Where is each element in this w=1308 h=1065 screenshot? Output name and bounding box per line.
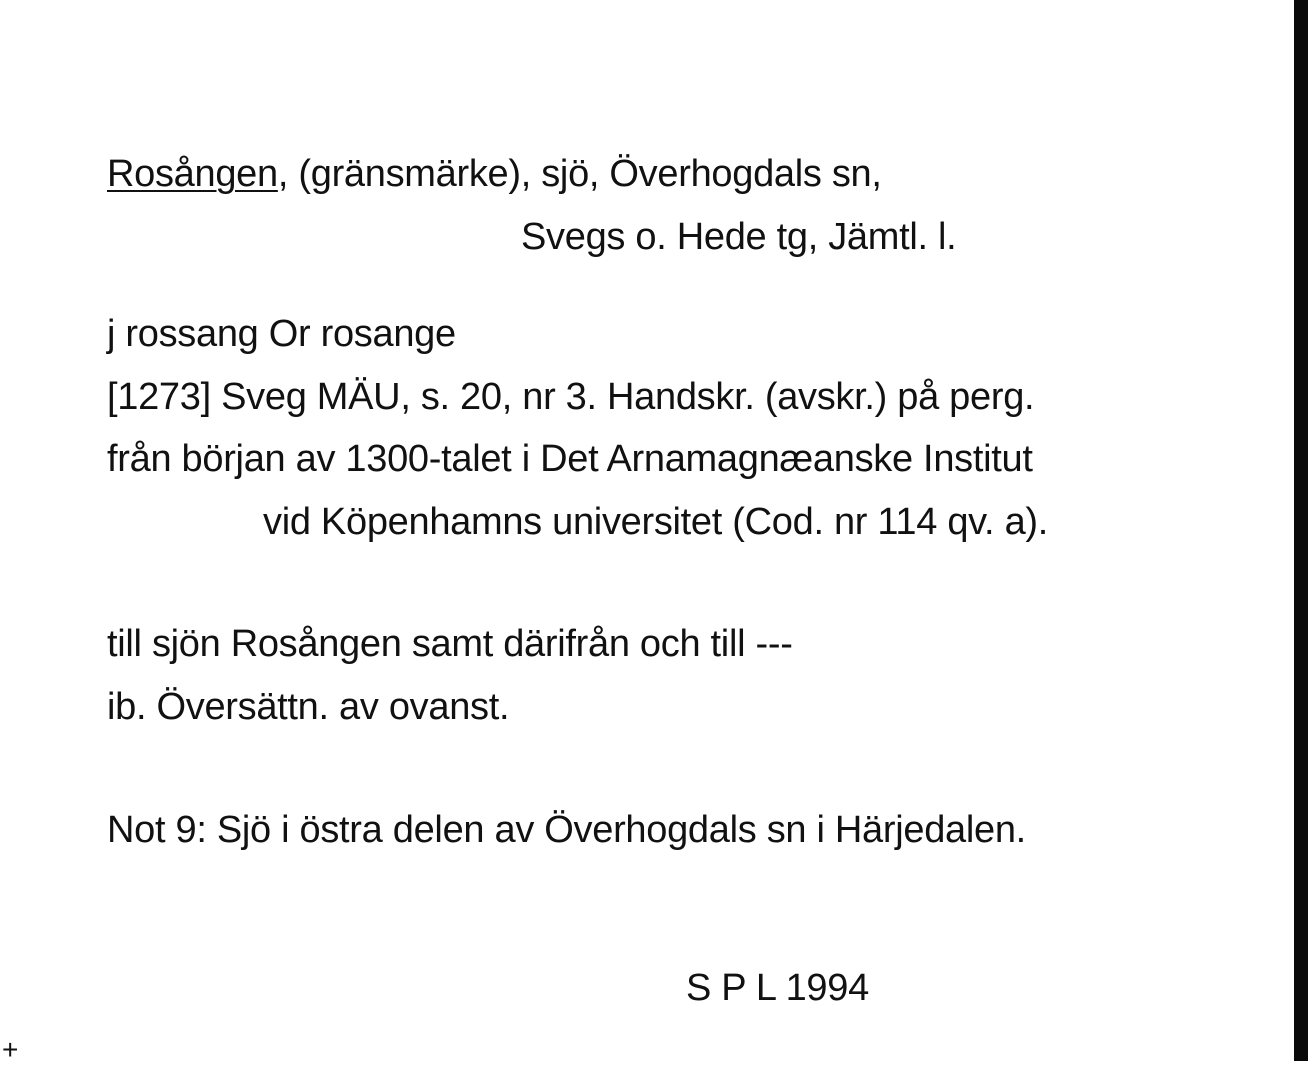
source-line-1: [1273] Sveg MÄU, s. 20, nr 3. Handskr. (avskr.) på perg. xyxy=(107,376,1035,418)
header-line-2: Svegs o. Hede tg, Jämtl. l. xyxy=(521,216,957,258)
name-forms: j rossang Or rosange xyxy=(107,313,456,355)
right-edge-border xyxy=(1294,0,1308,1061)
source-line-2: från början av 1300-talet i Det Arnamagnæanske Institut xyxy=(107,438,1033,480)
note-line: Not 9: Sjö i östra delen av Överhogdals sn i Härjedalen. xyxy=(107,809,1026,851)
headword: Rosången xyxy=(107,153,278,195)
context-line-2: ib. Översättn. av ovanst. xyxy=(107,686,510,728)
context-line-1: till sjön Rosången samt därifrån och till --- xyxy=(107,623,793,665)
source-line-3: vid Köpenhamns universitet (Cod. nr 114 qv. a). xyxy=(263,501,1049,543)
signature: S P L 1994 xyxy=(686,967,869,1009)
header-description: , (gränsmärke), sjö, Överhogdals sn, xyxy=(277,153,882,195)
header-line-1 xyxy=(107,152,882,196)
corner-registration-mark: + xyxy=(2,1034,19,1065)
